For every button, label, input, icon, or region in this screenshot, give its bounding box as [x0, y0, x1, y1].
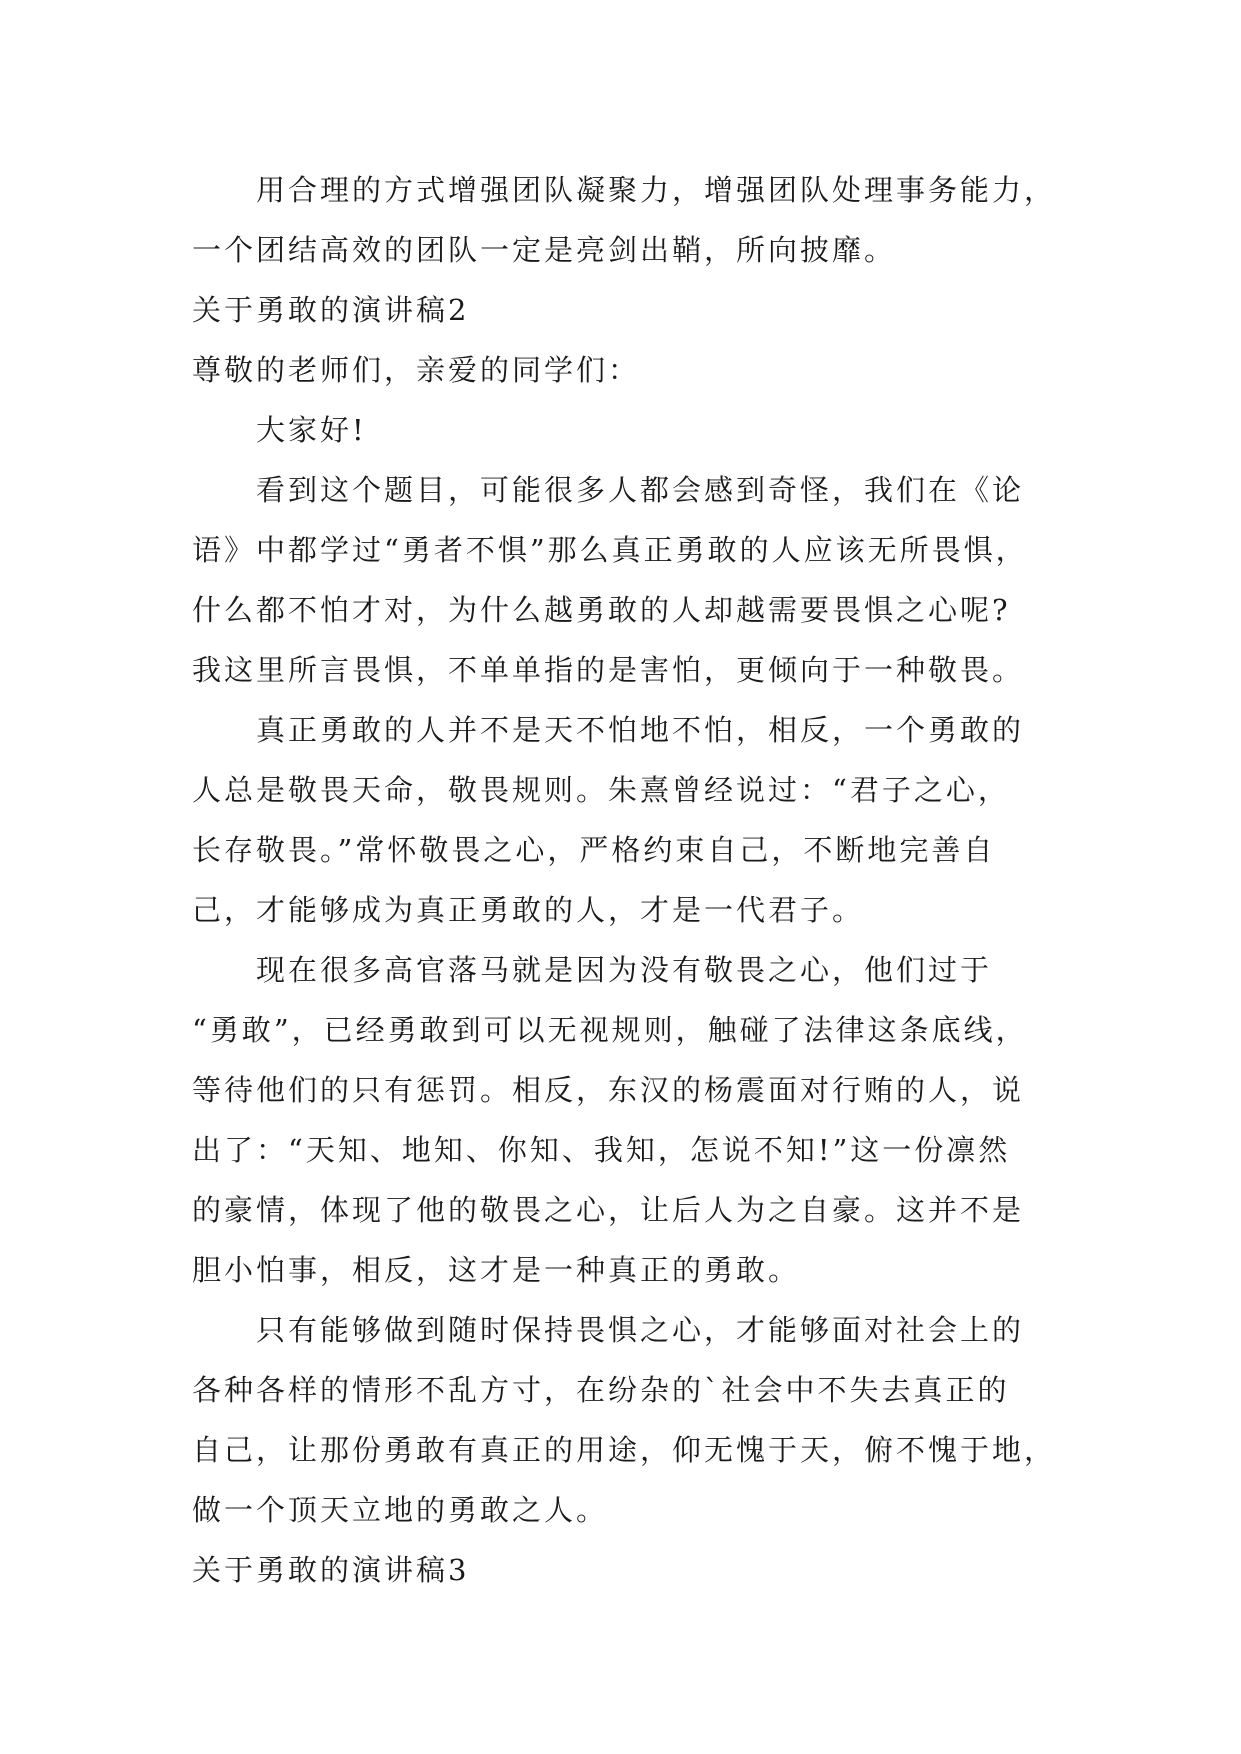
text-line: 胆小怕事，相反，这才是一种真正的勇敢。	[192, 1253, 801, 1287]
text-line: 用合理的方式增强团队凝聚力，增强团队处理事务能力，	[256, 173, 1057, 207]
text-line: 只有能够做到随时保持畏惧之心，才能够面对社会上的	[256, 1313, 1025, 1347]
greeting: 大家好!	[256, 413, 367, 447]
text-line: 自己，让那份勇敢有真正的用途，仰无愧于天，俯不愧于地，	[192, 1433, 1057, 1467]
text-line: 现在很多高官落马就是因为没有敬畏之心，他们过于	[256, 953, 993, 987]
text-line: 的豪情，体现了他的敬畏之心，让后人为之自豪。这并不是	[192, 1193, 1025, 1227]
text-line: 长存敬畏。”常怀敬畏之心，严格约束自己，不断地完善自	[192, 833, 996, 867]
text-line: 出了：“天知、地知、你知、我知，怎说不知!”这一份凛然	[192, 1133, 1011, 1167]
text-line: “勇敢”，已经勇敢到可以无视规则，触碰了法律这条底线，	[192, 1013, 1028, 1047]
document-body	[192, 160, 1072, 1600]
section-heading: 关于勇敢的演讲稿2	[192, 293, 470, 327]
text-line: 一个团结高效的团队一定是亮剑出鞘，所向披靡。	[192, 233, 897, 267]
text-line: 人总是敬畏天命，敬畏规则。朱熹曾经说过：“君子之心，	[192, 773, 1010, 807]
text-line: 各种各样的情形不乱方寸，在纷杂的`社会中不失去真正的	[192, 1373, 1010, 1407]
text-line: 语》中都学过“勇者不惧”那么真正勇敢的人应该无所畏惧，	[192, 533, 1028, 567]
text-line: 真正勇敢的人并不是天不怕地不怕，相反，一个勇敢的	[256, 713, 1025, 747]
salutation: 尊敬的老师们，亲爱的同学们：	[192, 353, 641, 387]
text-line: 等待他们的只有惩罚。相反，东汉的杨震面对行贿的人，说	[192, 1073, 1025, 1107]
text-line: 什么都不怕才对，为什么越勇敢的人却越需要畏惧之心呢?	[192, 593, 1011, 627]
section-heading: 关于勇敢的演讲稿3	[192, 1553, 470, 1587]
text-line: 己，才能够成为真正勇敢的人，才是一代君子。	[192, 893, 865, 927]
text-line: 做一个顶天立地的勇敢之人。	[192, 1493, 609, 1527]
text-line: 我这里所言畏惧，不单单指的是害怕，更倾向于一种敬畏。	[192, 653, 1025, 687]
text-line: 看到这个题目，可能很多人都会感到奇怪，我们在《论	[256, 473, 1025, 507]
